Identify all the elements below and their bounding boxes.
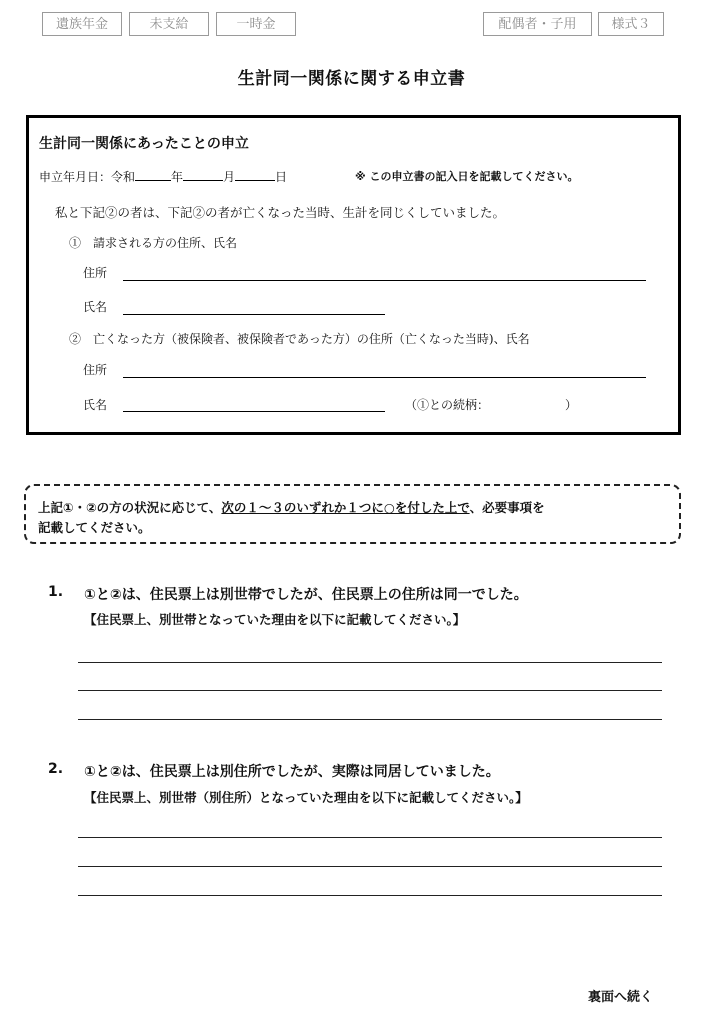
- instruction-part3: 、必要事項を: [469, 500, 545, 515]
- option2-number: 2.: [48, 761, 64, 777]
- item1-label: ① 請求される方の住所、氏名: [69, 236, 238, 250]
- option1-number: 1.: [48, 584, 64, 600]
- item2-name-line[interactable]: [123, 411, 385, 412]
- option2-line-2[interactable]: [78, 866, 662, 867]
- option2-line-1[interactable]: [78, 837, 662, 838]
- option1-line-3[interactable]: [78, 719, 662, 720]
- item1-address-label: 住所: [83, 266, 108, 280]
- date-note: ※ この申立書の記入日を記載してください。: [355, 170, 579, 183]
- year-unit: 年: [171, 170, 184, 184]
- month-blank[interactable]: [183, 167, 223, 181]
- item2-name-label: 氏名: [83, 398, 108, 412]
- instruction-box: [24, 484, 681, 544]
- option1-text: ①と②は、住民票上は別世帯でしたが、住民票上の住所は同一でした。: [84, 587, 528, 603]
- page-title: 生計同一関係に関する申立書: [237, 69, 466, 89]
- item1-name-line[interactable]: [123, 314, 385, 315]
- item2-address-label: 住所: [83, 363, 108, 377]
- tag-spouse-child: 配偶者・子用: [483, 12, 592, 36]
- option1-line-1[interactable]: [78, 662, 662, 663]
- tag-unpaid: 未支給: [129, 12, 209, 36]
- declaration-box: [26, 115, 681, 435]
- option1-line-2[interactable]: [78, 690, 662, 691]
- item1-name-label: 氏名: [83, 300, 108, 314]
- month-unit: 月: [223, 170, 236, 184]
- date-row: [39, 167, 287, 185]
- day-unit: 日: [275, 170, 288, 184]
- item2-address-line[interactable]: [123, 377, 646, 378]
- relation-close: ）: [565, 398, 578, 412]
- day-blank[interactable]: [235, 167, 275, 181]
- year-blank[interactable]: [135, 167, 171, 181]
- relation-open: （①との続柄：: [405, 398, 490, 412]
- date-prefix: 申立年月日：令和: [39, 170, 136, 184]
- item2-label: ② 亡くなった方（被保険者、被保険者であった方）の住所（亡くなった当時)、氏名: [69, 332, 530, 346]
- continue-on-back: 裏面へ続く: [588, 990, 654, 1005]
- instruction-part2: 次の１～３のいずれか１つに○を付した上で: [221, 500, 470, 515]
- statement-text: 私と下記②の者は、下記②の者が亡くなった当時、生計を同じくしていました。: [55, 205, 506, 220]
- option1-subtext: 【住民票上、別世帯となっていた理由を以下に記載してください。】: [84, 612, 466, 627]
- option2-text: ①と②は、住民票上は別住所でしたが、実際は同居していました。: [84, 764, 500, 780]
- instruction-line2: 記載してください。: [38, 520, 151, 535]
- declaration-heading: 生計同一関係にあったことの申立: [39, 136, 249, 152]
- tag-survivor-pension: 遺族年金: [42, 12, 122, 36]
- instruction-part1: 上記①・②の方の状況に応じて、: [38, 500, 222, 515]
- option2-subtext: 【住民票上、別世帯（別住所）となっていた理由を以下に記載してください。】: [84, 790, 528, 805]
- tag-form-number: 様式３: [598, 12, 664, 36]
- instruction-line1: [38, 498, 545, 516]
- option2-line-3[interactable]: [78, 895, 662, 896]
- item1-address-line[interactable]: [123, 280, 646, 281]
- tag-lump-sum: 一時金: [216, 12, 296, 36]
